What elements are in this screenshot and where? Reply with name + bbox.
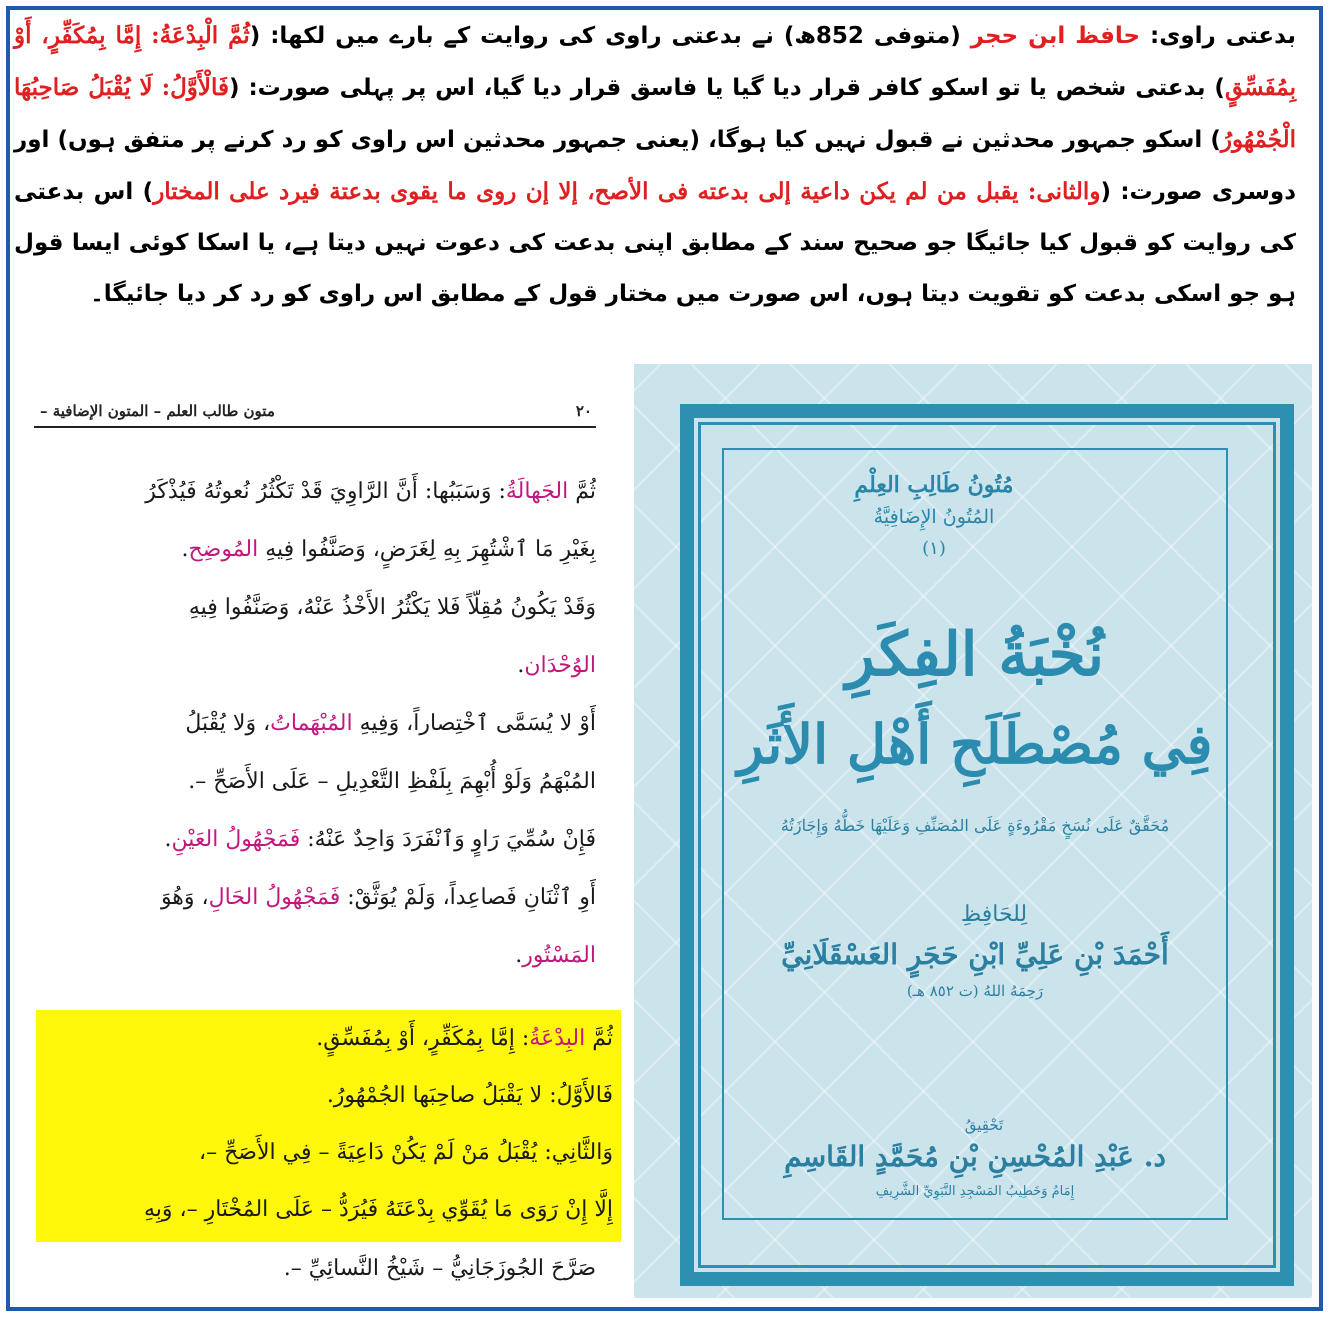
line-text: ثُمَّ [568, 479, 596, 504]
urdu-red-quote-2: فَالْأَوَّلُ: لَا يُقْبَلُ صَاحِبُهَا الْجُمْهُورُ [14, 74, 1296, 153]
running-title: متون طالب العلم – المتون الإضافية – [40, 402, 275, 420]
highlighted-term: المُبْهَماتُ [270, 711, 353, 736]
urdu-paragraph [14, 10, 1296, 346]
highlighted-text [36, 1010, 613, 1238]
highlighted-line [36, 1010, 613, 1067]
cover-hafiz-label: لِلحَافِظِ [960, 902, 1028, 927]
line-text: أَوِ ٱثْنَانِ فَصاعِداً، وَلَمْ يُوَثَّقْ: [340, 885, 596, 910]
urdu-text-5: ) اس بدعتی کی روایت کو قبول کیا جائیگا جو صحیح سند کے مطابق اپنی بدعت کی دعوت نہیں دیتا ہے، یا اسکا کوئی ایسا قول ہو جو اسکی بدعت کو تقویت دیتا ہوں، اس صورت میں مختار قول کے مطابق اس راوی کو رد کر دیا جائیگا۔ [14, 179, 1296, 307]
cover-series-number: (١) [922, 538, 946, 559]
page-last-line: صَرَّحَ الجُوزَجَانِيُّ – شَيْخُ النَّسائِيِّ –. [283, 1256, 596, 1281]
page-line [34, 467, 596, 525]
page-header [34, 402, 596, 428]
page-number: ٢٠ [575, 402, 592, 420]
book-cover [634, 364, 1312, 1298]
cover-author: أَحْمَدَ بْنِ عَلِيِّ ابْنِ حَجَرٍ العَسْقَلَانِيِّ [781, 938, 1169, 971]
cover-subtitle: مُحَقَّقٌ عَلَى نُسَخٍ مَقْرُوءَةٍ عَلَى المُصَنِّفِ وَعَلَيْهَا خَطُّهُ وَإِجَازَتُهُ [780, 816, 1170, 835]
page-line [34, 525, 596, 583]
highlighted-term: فَمَجْهُولُ العَيْنِ [171, 827, 301, 852]
highlighted-passage [36, 1010, 621, 1242]
cover-tahqiq-label: تَحْقِيقُ [964, 1116, 1004, 1134]
urdu-text-1: بدعتی راوی: [1140, 23, 1296, 49]
highlighted-term: البِدْعَةُ [529, 1026, 586, 1051]
urdu-red-quote-1: ثُمَّ الْبِدْعَةُ: إِمَّا بِمُكَفِّرٍ، أَوْ بِمُفَسِّقٍ [14, 22, 1296, 101]
urdu-red-hafiz: حافظ ابن حجر [970, 23, 1141, 49]
page-line [34, 873, 596, 931]
line-text: ، وَلا يُقْبَلُ [185, 711, 271, 736]
line-text: ثُمَّ [585, 1026, 613, 1051]
line-text: إِلَّا إِنْ رَوَى مَا يُقَوِّي بِدْعَتَهُ فَيُرَدُّ – عَلَى المُخْتَارِ –، وَبِهِ [143, 1197, 613, 1222]
highlighted-term: الوُحْدَان [524, 653, 596, 678]
book-page [18, 372, 618, 1292]
highlighted-line [36, 1124, 613, 1181]
cover-series-subtitle: المُتُونُ الإِضَافِيَّةُ [873, 506, 995, 528]
line-text: وَقَدْ يَكُونُ مُقِلّاً فَلا يَكْثُرُ الأَخْذُ عَنْهُ، وَصَنَّفُوا فِيهِ [188, 595, 596, 620]
highlighted-term: المُوضِح [188, 537, 259, 562]
highlighted-line [36, 1067, 613, 1124]
cover-editor: د. عَبْدِ المُحْسِنِ بْنِ مُحَمَّدٍ القَاسِمِ [784, 1140, 1166, 1173]
line-text: أَوْ لا يُسَمَّى ٱخْتِصاراً، وَفِيهِ [352, 711, 596, 736]
line-text: . [517, 653, 525, 678]
highlighted-line [36, 1181, 613, 1238]
cover-title-line-1: نُخْبَةُ الفِكَرِ [845, 620, 1105, 690]
cover-author-dates: رَحِمَهُ اللهُ (ت ٨٥٢ هـ) [906, 982, 1044, 1000]
line-text: وَالثَّانِي: يُقْبَلُ مَنْ لَمْ يَكُنْ دَاعِيَةً – فِي الأَصَحِّ –، [198, 1140, 613, 1165]
line-text: المُبْهَمُ وَلَوْ أُبْهِمَ بِلَفْظِ التَّعْدِيلِ – عَلَى الأَصَحِّ –. [188, 769, 596, 794]
page-line [34, 699, 596, 757]
cover-editor-title: إِمَامُ وَخَطِيبُ المَسْجِدِ النَّبَوِيِّ الشَّرِيفِ [875, 1184, 1075, 1199]
highlighted-term: فَمَجْهُولُ الحَالِ [208, 885, 341, 910]
line-text: فَالأَوَّلُ: لا يَقْبَلُ صاحِبَها الجُمْهُورُ. [326, 1083, 613, 1108]
highlighted-term: الجَهالَةُ [505, 479, 569, 504]
urdu-text-3: ) بدعتی شخص یا تو اسکو کافر قرار دیا گیا یا فاسق قرار دیا گیا، اس پر پہلی صورت: ( [229, 75, 1225, 101]
urdu-text-2: (متوفی 852ھ) نے بدعتی راوی کی روایت کے بارے میں لکھا: ( [249, 23, 971, 49]
line-text: . [515, 943, 523, 968]
page-line [34, 641, 596, 699]
urdu-red-quote-3: والثانی: يقبل من لم يكن داعية إلى بدعته فی الأصح، إلا إن روى ما يقوى بدعتة فيرد على المختار [153, 178, 1101, 205]
cover-inner-frame [722, 448, 1228, 1220]
line-text: : وَسَبَبُها: أَنَّ الرَّاوِيَ قَدْ تَكْثُرُ نُعوتُهُ فَيُذْكَرُ [145, 479, 506, 504]
urdu-text-4: ) اسکو جمہور محدثین نے قبول نہیں کیا ہوگا، (یعنی جمہور محدثین اس راوی کو رد کرنے پر متفق ہوں) اور دوسری صورت: ( [14, 127, 1296, 205]
page-line [34, 583, 596, 641]
line-text: . [164, 827, 172, 852]
page-line [34, 757, 596, 815]
line-text: فَإِنْ سُمِّيَ رَاوٍ وَٱنْفَرَدَ وَاحِدٌ عَنْهُ: [300, 827, 596, 852]
cover-title-line-2: فِي مُصْطَلَحِ أَهْلِ الأَثَرِ [737, 712, 1213, 776]
cover-series-title: مُتُونُ طَالِبِ العِلْمِ [854, 472, 1014, 498]
highlighted-term: المَسْتُور [522, 943, 596, 968]
line-text: . [181, 537, 189, 562]
page-line [34, 931, 596, 989]
line-text: بِغَيْرِ مَا ٱشْتُهِرَ بِهِ لِغَرَضٍ، وَصَنَّفُوا فِيهِ [258, 537, 596, 562]
page-line [34, 815, 596, 873]
line-text: : إِمَّا بِمُكَفِّرٍ، أَوْ بِمُفَسِّقٍ. [316, 1026, 530, 1051]
line-text: ، وَهُوَ [160, 885, 209, 910]
page-text [34, 467, 596, 989]
